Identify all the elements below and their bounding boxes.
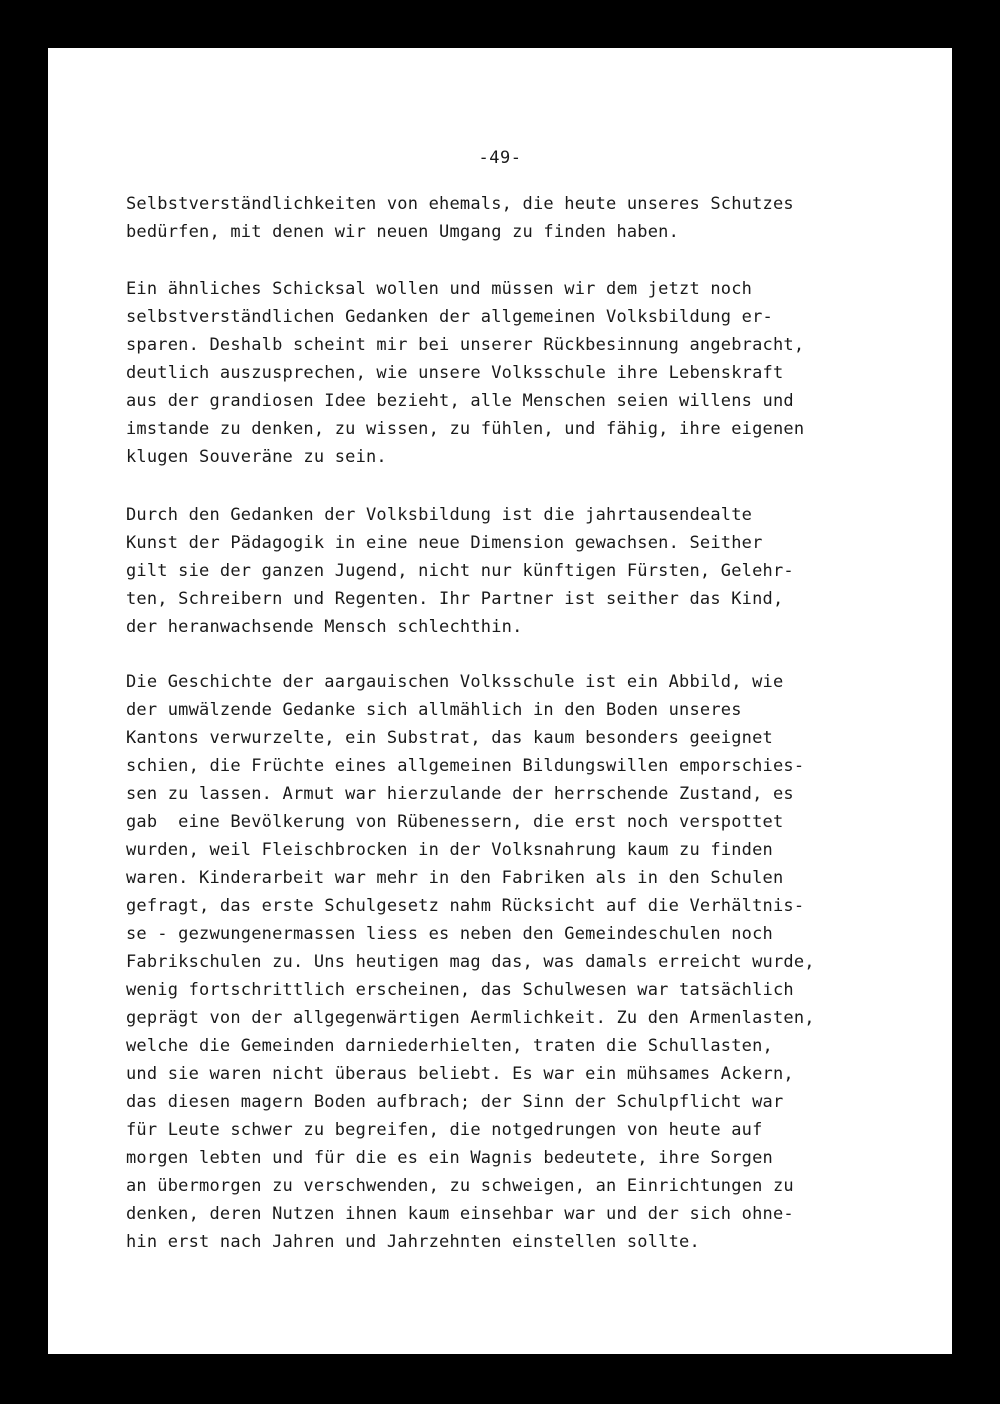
paragraph-3-line-2: Kunst der Pädagogik in eine neue Dimension gewachsen. Seither bbox=[126, 533, 763, 553]
paragraph-3-line-4: ten, Schreibern und Regenten. Ihr Partner ist seither das Kind, bbox=[126, 589, 784, 609]
paragraph-2-line-3: sparen. Deshalb scheint mir bei unserer Rückbesinnung angebracht, bbox=[126, 335, 805, 355]
paragraph-2-line-4: deutlich auszusprechen, wie unsere Volksschule ihre Lebenskraft bbox=[126, 363, 784, 383]
paragraph-3-line-5: der heranwachsende Mensch schlechthin. bbox=[126, 617, 523, 637]
paragraph-4-line-6: gab eine Bevölkerung von Rübenessern, die erst noch verspottet bbox=[126, 812, 784, 832]
paragraph-4-line-18: morgen lebten und für die es ein Wagnis bedeutete, ihre Sorgen bbox=[126, 1148, 773, 1168]
paragraph-4-line-13: geprägt von der allgegenwärtigen Aermlichkeit. Zu den Armenlasten, bbox=[126, 1008, 815, 1028]
paragraph-3-line-3: gilt sie der ganzen Jugend, nicht nur künftigen Fürsten, Gelehr- bbox=[126, 561, 794, 581]
paragraph-4-line-8: waren. Kinderarbeit war mehr in den Fabriken als in den Schulen bbox=[126, 868, 784, 888]
page-number: -49- bbox=[478, 148, 522, 168]
paragraph-1-line-1: Selbstverständlichkeiten von ehemals, die heute unseres Schutzes bbox=[126, 194, 794, 214]
paragraph-2-line-6: imstande zu denken, zu wissen, zu fühlen, und fähig, ihre eigenen bbox=[126, 419, 805, 439]
paragraph-2-line-7: klugen Souveräne zu sein. bbox=[126, 447, 387, 467]
paragraph-2-line-5: aus der grandiosen Idee bezieht, alle Menschen seien willens und bbox=[126, 391, 794, 411]
paragraph-1-line-2: bedürfen, mit denen wir neuen Umgang zu finden haben. bbox=[126, 222, 680, 242]
paragraph-4-line-4: schien, die Früchte eines allgemeinen Bildungswillen emporschies- bbox=[126, 756, 805, 776]
paragraph-2-line-2: selbstverständlichen Gedanken der allgemeinen Volksbildung er- bbox=[126, 307, 773, 327]
paragraph-4-line-3: Kantons verwurzelte, ein Substrat, das kaum besonders geeignet bbox=[126, 728, 773, 748]
paragraph-4-line-16: das diesen magern Boden aufbrach; der Sinn der Schulpflicht war bbox=[126, 1092, 784, 1112]
paragraph-4-line-21: hin erst nach Jahren und Jahrzehnten einstellen sollte. bbox=[126, 1232, 700, 1252]
paragraph-4-line-19: an übermorgen zu verschwenden, zu schweigen, an Einrichtungen zu bbox=[126, 1176, 794, 1196]
paragraph-4-line-9: gefragt, das erste Schulgesetz nahm Rücksicht auf die Verhältnis- bbox=[126, 896, 805, 916]
paragraph-4-line-17: für Leute schwer zu begreifen, die notgedrungen von heute auf bbox=[126, 1120, 763, 1140]
paragraph-4-line-1: Die Geschichte der aargauischen Volksschule ist ein Abbild, wie bbox=[126, 672, 784, 692]
paragraph-4-line-2: der umwälzende Gedanke sich allmählich in den Boden unseres bbox=[126, 700, 742, 720]
paragraph-4-line-11: Fabrikschulen zu. Uns heutigen mag das, was damals erreicht wurde, bbox=[126, 952, 815, 972]
paragraph-2-line-1: Ein ähnliches Schicksal wollen und müssen wir dem jetzt noch bbox=[126, 279, 753, 299]
paragraph-4-line-14: welche die Gemeinden darniederhielten, traten die Schullasten, bbox=[126, 1036, 773, 1056]
paragraph-4-line-5: sen zu lassen. Armut war hierzulande der herrschende Zustand, es bbox=[126, 784, 794, 804]
paragraph-4-line-20: denken, deren Nutzen ihnen kaum einsehbar war und der sich ohne- bbox=[126, 1204, 794, 1224]
paragraph-4-line-7: wurden, weil Fleischbrocken in der Volksnahrung kaum zu finden bbox=[126, 840, 773, 860]
paragraph-4-line-10: se - gezwungenermassen liess es neben den Gemeindeschulen noch bbox=[126, 924, 773, 944]
paragraph-3-line-1: Durch den Gedanken der Volksbildung ist die jahrtausendealte bbox=[126, 505, 753, 525]
document-page bbox=[48, 48, 952, 1354]
paragraph-4-line-12: wenig fortschrittlich erscheinen, das Schulwesen war tatsächlich bbox=[126, 980, 794, 1000]
paragraph-4-line-15: und sie waren nicht überaus beliebt. Es war ein mühsames Ackern, bbox=[126, 1064, 794, 1084]
